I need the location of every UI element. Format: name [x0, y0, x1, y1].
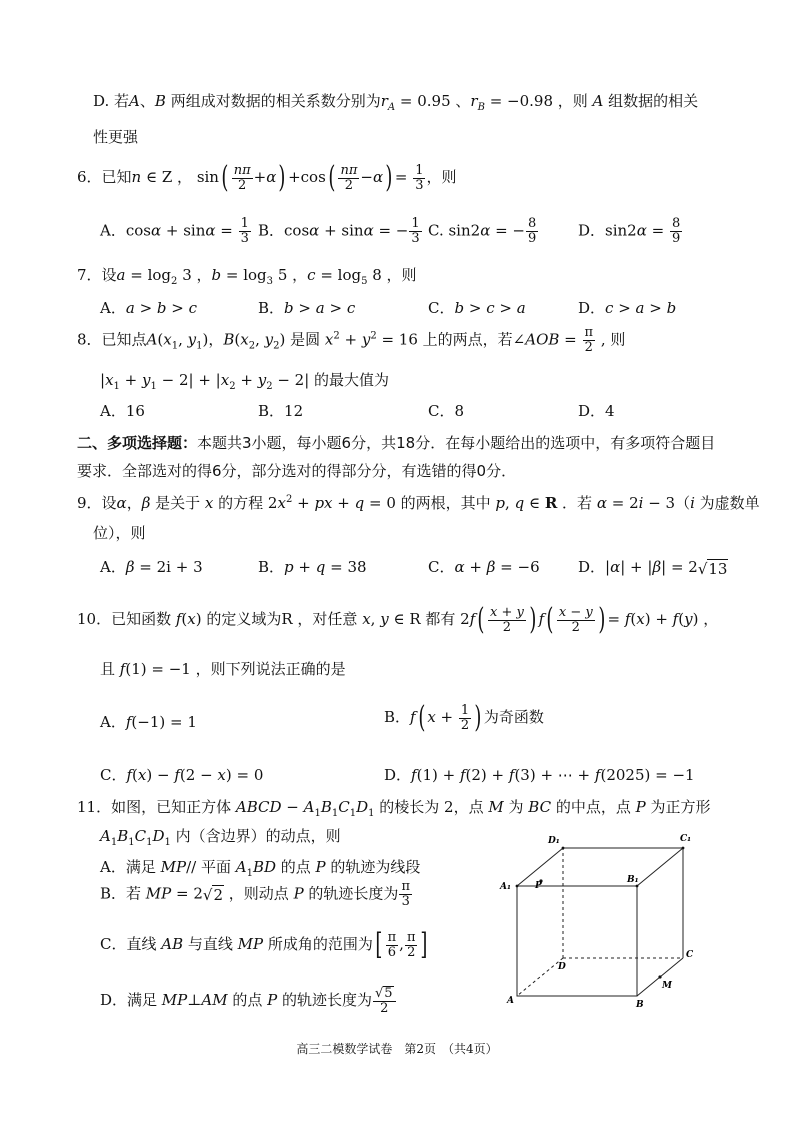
q7-option-b: B．b > a > c [258, 299, 356, 317]
q11-option-c: C．直线 AB 与直线 MP 所成角的范围为[ $\frac{\pi}{6}$ , $\frac{\pi}{2}$ ] [100, 927, 428, 962]
point-a1 [516, 885, 519, 888]
q9-stem-cont: 位），则 [93, 524, 146, 542]
q10-option-a: A．f(−1) = 1 [100, 713, 197, 731]
label-d1: D₁ [548, 836, 560, 846]
q8-option-c: C．8 [428, 402, 465, 420]
q7-option-a: A．a > b > c [100, 299, 198, 317]
q9-option-d: D．|α| + |β| = 2√13 [578, 558, 728, 578]
q8-option-b: B．12 [258, 402, 304, 420]
q11-stem-cont: $A_1B_1C_1D_1$ 内（含边界）的动点，则 [100, 827, 341, 848]
q7-stem: 7．设$a = \log_2 3$ ，$b = \log_3 5$ ，$c = \log_5 8$ ，则 [77, 266, 417, 287]
q11-option-a: A．满足 MP// 平面 $A_1BD$ 的点 P 的轨迹为线段 [100, 858, 421, 879]
section2-title: 二、多项选择题： [77, 434, 198, 452]
q6-option-d: D．sin2α = $\frac{8}{9}$ [578, 216, 681, 246]
q11-option-d: D．满足 MP⊥AM 的点 P 的轨迹长度为 $\frac{√5}{2}$ [100, 986, 397, 1016]
point-c1 [682, 847, 685, 850]
edge-b1c1 [637, 848, 683, 886]
q10-stem-cont: 且 f(1) = −1 ，则下列说法正确的是 [100, 660, 346, 678]
q8-stem-cont: $|x_1 + y_1 - 2| + |x_2 + y_2 - 2|$ 的最大值为 [100, 371, 390, 392]
label-a: A [507, 996, 514, 1006]
q6-option-c: C. sin2α = − $\frac{8}{9}$ [428, 216, 537, 246]
q5-option-d: D. 若A、B 两组成对数据的相关系数分别为$r_A = 0.95$ 、$r_B = -0.98$ ，则 A 组数据的相关 [93, 92, 699, 113]
q5-option-d-cont: 性更强 [93, 128, 139, 146]
edge-ad [517, 958, 563, 996]
q9-option-a: A．β = 2i + 3 [100, 558, 203, 576]
q11-option-b: B．若 MP = 2√2 ，则动点 P 的轨迹长度为 $\frac{\pi}{3}$ [100, 879, 410, 909]
label-a1: A₁ [500, 882, 511, 892]
q9-option-c: C．α + β = −6 [428, 558, 540, 576]
front-face [517, 886, 637, 996]
q8-option-a: A．16 [100, 402, 145, 420]
q11-stem: 11．如图，已知正方体 ABCD − $A_1B_1C_1D_1$ 的棱长为 2，点 M 为 BC 的中点，点 P 为正方形 [77, 798, 711, 819]
q9-stem: 9．设α，β 是关于 x 的方程 $2x^2$ + px + q = 0 的两根，其中 p, q ∈ R ．若 α = 2i − 3（i 为虚数单 [77, 494, 760, 512]
point-b1 [636, 885, 639, 888]
point-d1 [562, 847, 565, 850]
cube-figure [490, 826, 700, 1016]
label-d: D [558, 962, 566, 972]
q8-stem: 8．已知点$A(x_1$, $y_1$)，$B(x_2$, $y_2$) 是圆 $x^2 + y^2 = 16$ 上的两点，若∠AOB = $\frac{\pi}{2}$ , 则 [77, 325, 626, 355]
label-m: M [662, 981, 672, 991]
page-footer: 高三二模数学试卷 第2页 （共4页） [296, 1042, 498, 1056]
q7-option-d: D．c > a > b [578, 299, 677, 317]
label-b: B [636, 1000, 644, 1010]
q6-option-a: A．cosα + sinα = $\frac{1}{3}$ [100, 216, 249, 246]
label-p: P [535, 881, 542, 891]
q8-option-d: D．4 [578, 402, 615, 420]
label-c: C [686, 950, 694, 960]
q9-option-b: B．p + q = 38 [258, 558, 367, 576]
q10-option-d: D．f(1) + f(2) + f(3) + ⋯ + f(2025) = −1 [384, 766, 695, 784]
label-c1: C₁ [680, 834, 692, 844]
q7-option-c: C．b > c > a [428, 299, 526, 317]
label-b1: B₁ [627, 875, 639, 885]
section2-desc: 本题共3小题，每小题6分，共18分．在每小题给出的选项中，有多项符合题目要求．全部选对的得6分，部分选对的得部分分，有选错的得0分． [77, 434, 716, 480]
q6-option-b: B．cosα + sinα = − $\frac{1}{3}$ [258, 216, 420, 246]
q6-stem: 6．已知n ∈ Z ， sin( $\frac{n\pi}{2}$ +α) +cos( $\frac{n\pi}{2}$ −α) = $\frac{1}{3}$ ，则 [77, 160, 457, 195]
q10-option-c: C．f(x) − f(2 − x) = 0 [100, 766, 264, 784]
q10-stem: 10．已知函数 f(x) 的定义域为R ，对任意 x, y ∈ R 都有 2f( $\frac{x + y}{2}$ ) f( $\frac{x - y}{2}$ ) = f(x) + f(y) ， [77, 602, 719, 637]
section2-header [77, 429, 717, 485]
point-m [658, 975, 661, 978]
q10-option-b: B．f( x + $\frac{1}{2}$ ) 为奇函数 [384, 700, 544, 735]
